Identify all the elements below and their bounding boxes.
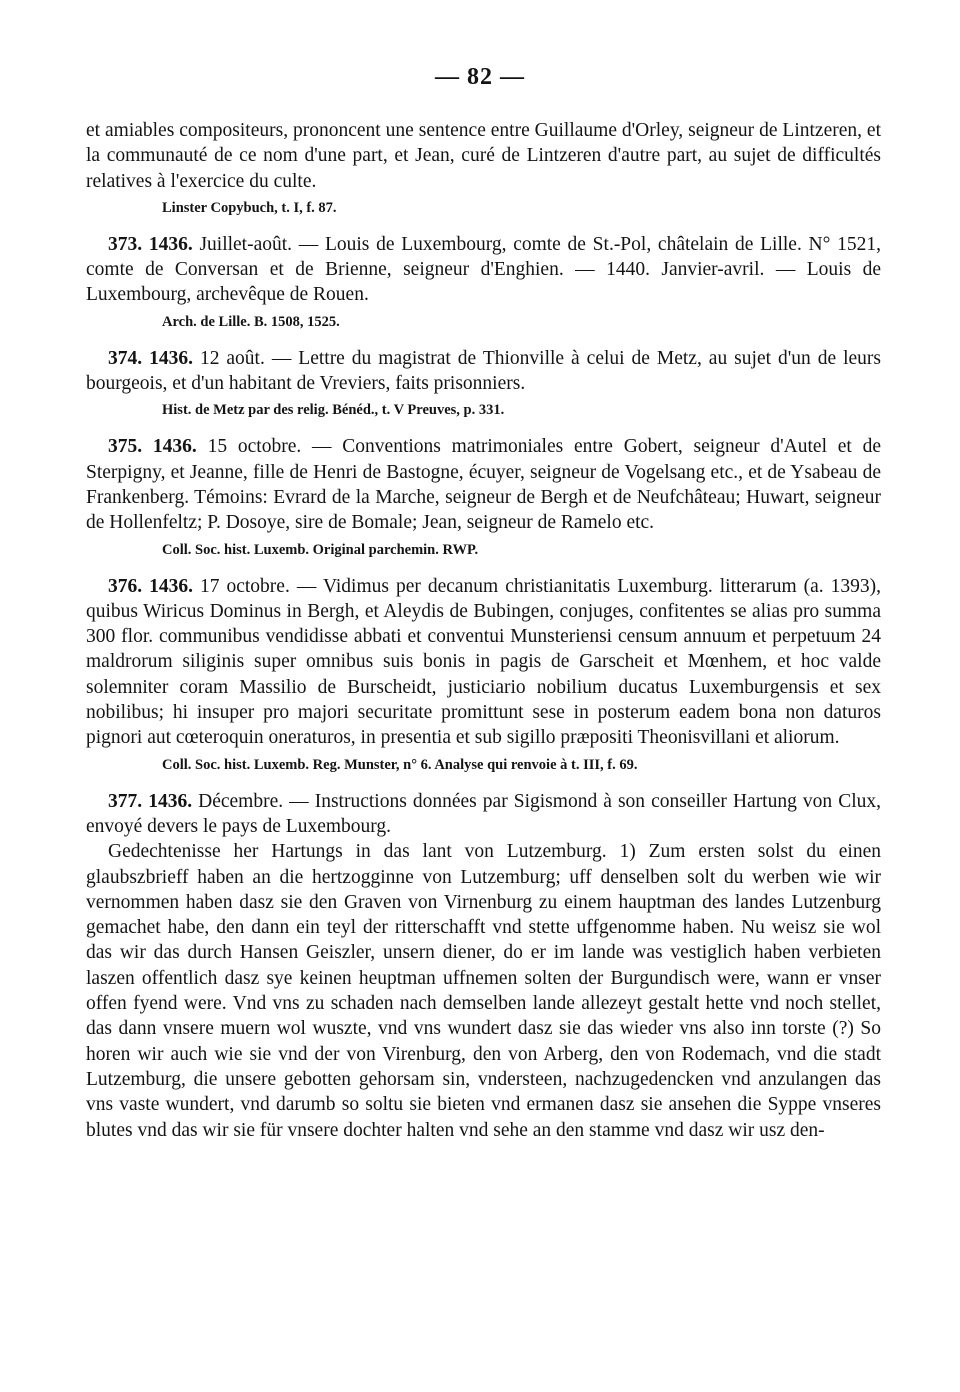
entry-text: 17 octobre. — Vidimus per decanum christianitatis Luxemburg. litterarum (a. 1393), quibus Wiricus Dominus in Bergh, et Aleydis de Bubingen, conjuges, confitentes se alias pro summa 300 flor. communibus vendidisse abbati et conventui Munsteriensi censum annuum et perpetuum 24 maldrorum siliginis super omnibus suis bonis in pagis de Garscheit et Mœnhem, et hoc valde solemniter coram Massilio de Burscheidt, justiciario nobilium ducatus Luxemburgensis et sex nobilibus; hi insuper pro majori securitate promittunt sese in posterum eadem bona non daturos pignori aut cœteroquin oneraturos, in presentia et sub sigillo præpositi Theonisvillani et aliorum. xyxy=(86,575,882,749)
entry-year: 1436. xyxy=(148,233,193,255)
entry-paragraph xyxy=(86,434,881,535)
entry-source: Arch. de Lille. B. 1508, 1525. xyxy=(162,313,340,330)
entry-source: Coll. Soc. hist. Luxemb. Original parchemin. RWP. xyxy=(162,541,479,558)
entry-year: 1436. xyxy=(152,436,197,458)
entry-text: 15 octobre. — Conventions matrimoniales entre Gobert, seigneur d'Autel et de Sterpigny, et Jeanne, fille de Henri de Bastogne, écuyer, seigneur de Vogelsang etc., et de Ysabeau de Frankenberg. Témoins: Evrard de la Marche, seigneur de Bergh et de Neufchâteau; Huwart, seigneur de Hollenfeltz; P. Dosoye, sire de Bomale; Jean, seigneur de Ramelo etc. xyxy=(86,436,882,534)
entry-paragraph xyxy=(86,574,881,751)
page-number: — 82 — xyxy=(435,64,525,90)
entry-number: 374. xyxy=(108,347,143,369)
entry-year: 1436. xyxy=(148,790,193,812)
entry-paragraph xyxy=(86,346,881,397)
entry-year: 1436. xyxy=(149,347,193,369)
entry-377 xyxy=(86,789,881,840)
entry-year: 1436. xyxy=(149,575,193,597)
entry-text: 12 août. — Lettre du magistrat de Thionville à celui de Metz, au sujet d'un de leurs bourgeois, et d'un habitant de Vreviers, faits prisonniers. xyxy=(86,347,881,395)
page-body xyxy=(86,118,881,1143)
entry-number: 376. xyxy=(108,575,143,597)
entry-number: 375. xyxy=(108,436,143,458)
entry-374 xyxy=(86,346,881,421)
entry-number: 373. xyxy=(108,233,143,255)
entry-paragraph xyxy=(86,789,881,840)
entry-source: Coll. Soc. hist. Luxemb. Reg. Munster, n° 6. Analyse qui renvoie à t. III, f. 69. xyxy=(162,756,638,773)
entry-373 xyxy=(86,232,881,332)
entry-source: Hist. de Metz par des relig. Bénéd., t. V Preuves, p. 331. xyxy=(162,402,505,419)
entry-text: Décembre. — Instructions données par Sigismond à son conseiller Hartung von Clux, envoyé devers le pays de Luxembourg. xyxy=(86,790,882,837)
intro-block xyxy=(86,118,881,218)
entry-text: Juillet-août. — Louis de Luxembourg, comte de St.-Pol, châtelain de Lille. N° 1521, comte de Conversan et de Brienne, seigneur d'Enghien. — 1440. Janvier-avril. — Louis de Luxembourg, archevêque de Rouen. xyxy=(86,233,881,306)
entry-paragraph xyxy=(86,232,881,308)
german-text: Gedechtenisse her Hartungs in das lant von Lutzemburg. 1) Zum ersten solst du einen glaubszbrieff haben an die hertzogginne von Lutzemburg; uff denselben solt du werben wie wir vernommen haben dasz sie den Graven von Virnenburg zu einem hauptman des landes Lutzenburg gemachet habe, den dann ein teyl der ritterschafft vnd stette uffgenomme haben. Nu weisz sie wol das wir das durch Hansen Geiszler, unsern diener, do er im lande was vestiglich haben verbieten laszen offentlich dasz sye keinen heuptman uffnemen solten der Burgundisch were, wann er vnser offen fyend were. Vnd vns zu schaden nach demselben lande allezeyt gestalt hette vnd noch stellet, das dann vnsere muern wol wuszte, vnd vns wundert dasz sie das wieder vns also inn torste (?) So horen wir auch wie sie vnd der von Virenburg, den von Arberg, den von Rodemach, vnd die stadt Lutzemburg, die unsere gebotten gehorsam sin, vndersteen, nachzugedencken vnd anzulangen das vns vaste wundert, vnd darumb so soltu sie bieten vnd ermanen dasz sie ansehen die Syppe vnseres blutes vnd das wir sie für vnsere dochter halten vnd sehe an den stamme vnd dasz wir usz den- xyxy=(86,841,881,1141)
entry-number: 377. xyxy=(108,790,143,812)
entry-376 xyxy=(86,574,881,775)
entry-375 xyxy=(86,434,881,559)
intro-source: Linster Copybuch, t. I, f. 87. xyxy=(162,199,337,216)
intro-text: et amiables compositeurs, prononcent une sentence entre Guillaume d'Orley, seigneur de Lintzeren, et la communauté de ce nom d'une part, et Jean, curé de Lintzeren d'autre part, au sujet de difficultés relatives à l'exercice du culte. xyxy=(86,120,881,192)
